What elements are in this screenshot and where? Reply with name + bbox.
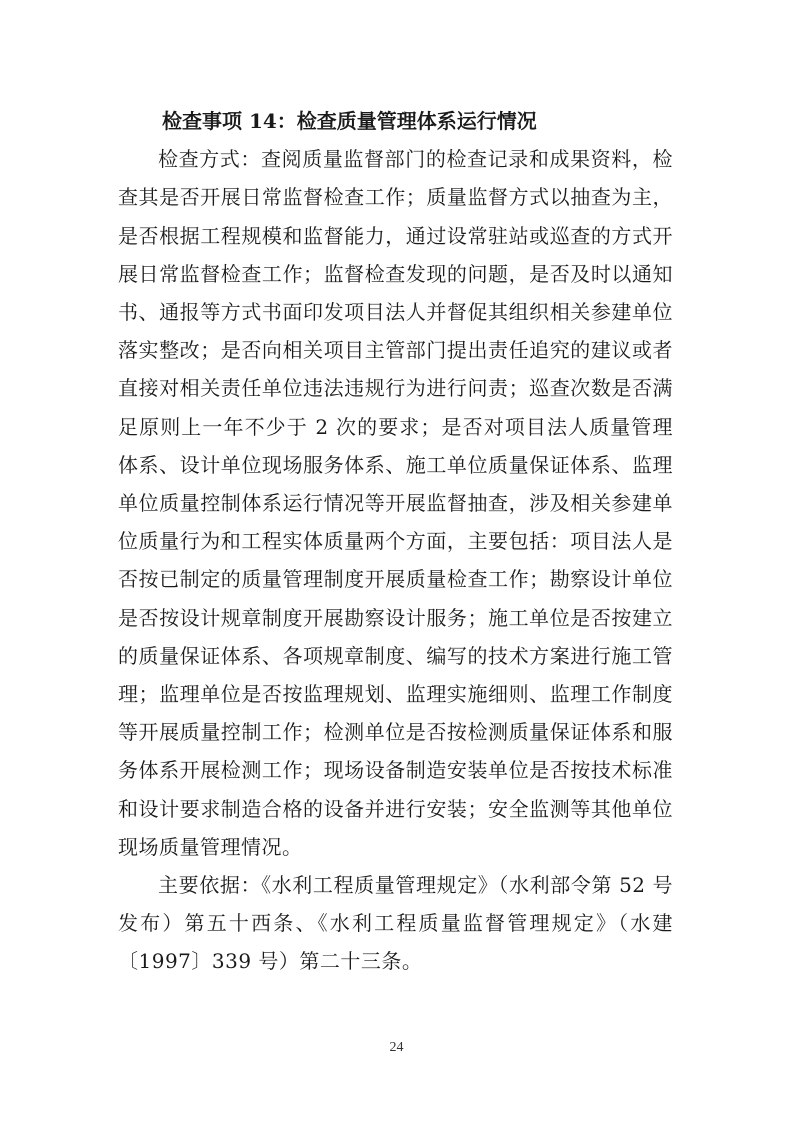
section-heading: 检查事项 14：检查质量管理体系运行情况: [162, 109, 537, 133]
inspection-method-paragraph: 检查方式：查阅质量监督部门的检查记录和成果资料，检查其是否开展日常监督检查工作；质量监督方式以抽查为主，是否根据工程规模和监督能力，通过设常驻站或巡查的方式开展日常监督检查工作；监督检查发现的问题，是否及时以通知书、通报等方式书面印发项目法人并督促其组织相关参建单位落实整改；是否向相关项目主管部门提出责任追究的建议或者直接对相关责任单位违法违规行为进行问责；巡查次数是否满足原则上一年不少于 2 次的要求；是否对项目法人质量管理体系、设计单位现场服务体系、施工单位质量保证体系、监理单位质量控制体系运行情况等开展监督抽查，涉及相关参建单位质量行为和工程实体质量两个方面，主要包括：项目法人是否按已制定的质量管理制度开展质量检查工作；勘察设计单位是否按设计规章制度开展勘察设计服务；施工单位是否按建立的质量保证体系、各项规章制度、编写的技术方案进行施工管理；监理单位是否按监理规划、监理实施细则、监理工作制度等开展质量控制工作；检测单位是否按检测质量保证体系和服务体系开展检测工作；现场设备制造安装单位是否按技术标准和设计要求制造合格的设备并进行安装；安全监测等其他单位现场质量管理情况。: [118, 147, 673, 859]
page-number: 24: [389, 1040, 404, 1055]
main-basis-paragraph: 主要依据：《水利工程质量管理规定》（水利部令第 52 号发布）第五十西条、《水利工程质量监督管理规定》（水建〔1997〕339 号）第二十三条。: [118, 873, 673, 974]
document-body: [118, 102, 673, 981]
